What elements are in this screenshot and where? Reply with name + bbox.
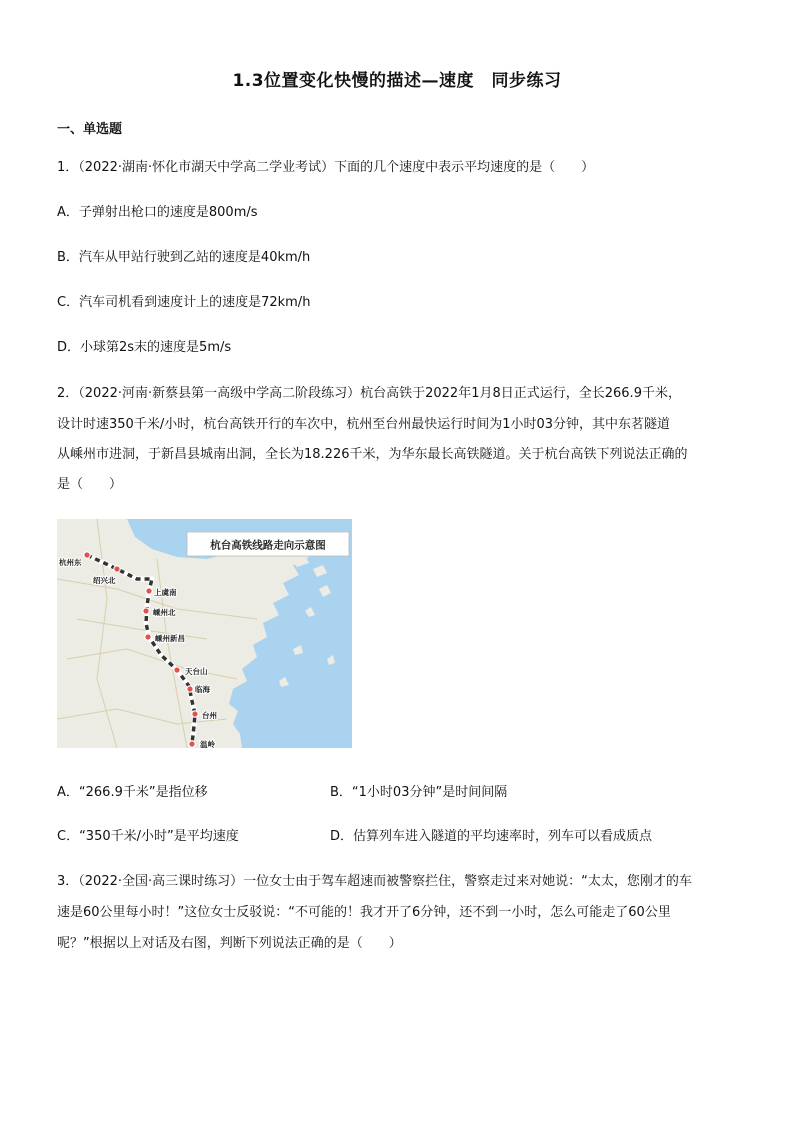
question-2-option-d: D．估算列车进入隧道的平均速率时，列车可以看成质点 <box>330 829 653 844</box>
station-marker <box>143 608 149 614</box>
question-1-option-b: B．汽车从甲站行驶到乙站的速度是40km/h <box>57 250 311 265</box>
question-1-option-c: C．汽车司机看到速度计上的速度是72km/h <box>57 295 311 310</box>
station-marker <box>146 588 152 594</box>
station-marker <box>192 711 198 717</box>
question-3-stem-line3: 呢？”根据以上对话及右图，判断下列说法正确的是（ ） <box>57 936 402 951</box>
station-label: 临海 <box>195 685 210 694</box>
question-1-option-a: A．子弹射出枪口的速度是800m/s <box>57 205 258 220</box>
station-label: 嵊州北 <box>153 608 176 617</box>
station-label: 温岭 <box>200 740 215 748</box>
question-2-stem-line2: 设计时速350千米/小时，杭台高铁开行的车次中，杭州至台州最快运行时间为1小时03分钟，其中东茗隧道 <box>57 417 671 432</box>
station-label: 台州 <box>202 711 217 720</box>
station-marker <box>174 667 180 673</box>
station-label: 上虞南 <box>154 588 177 597</box>
question-2-option-b: B．“1小时03分钟”是时间间隔 <box>330 785 508 800</box>
question-3-stem-line2: 速是60公里每小时！”这位女士反驳说：“不可能的！我才开了6分钟，还不到一小时，怎么可能走了60公里 <box>57 905 671 920</box>
station-marker <box>145 634 151 640</box>
question-1-option-d: D．小球第2s末的速度是5m/s <box>57 340 232 355</box>
station-label: 嵊州新昌 <box>155 634 185 643</box>
section-heading-single-choice: 一、单选题 <box>57 122 123 137</box>
question-2-option-a: A．“266.9千米”是指位移 <box>57 785 208 800</box>
station-marker <box>189 741 195 747</box>
page-title: 1.3位置变化快慢的描述—速度 同步练习 <box>232 71 562 91</box>
station-marker <box>84 552 90 558</box>
map-title: 杭台高铁线路走向示意图 <box>210 539 326 552</box>
question-2-stem-line1: 2．（2022·河南·新蔡县第一高级中学高二阶段练习）杭台高铁于2022年1月8日正式运行，全长266.9千米， <box>57 386 681 401</box>
question-1-stem: 1．（2022·湖南·怀化市湖天中学高二学业考试）下面的几个速度中表示平均速度的是（ ） <box>57 160 595 175</box>
hangtai-railway-map <box>57 519 352 748</box>
station-label: 天台山 <box>185 667 208 676</box>
station-marker <box>114 566 120 572</box>
question-2-stem-line3: 从嵊州市进洞，于新昌县城南出洞，全长为18.226千米，为华东最长高铁隧道。关于杭台高铁下列说法正确的 <box>57 447 688 462</box>
question-2-option-c: C．“350千米/小时”是平均速度 <box>57 829 239 844</box>
station-marker <box>187 686 193 692</box>
question-3-stem-line1: 3．（2022·全国·高三课时练习）一位女士由于驾车超速而被警察拦住，警察走过来对她说：“太太，您刚才的车 <box>57 874 692 889</box>
station-label: 绍兴北 <box>93 576 116 585</box>
question-2-stem-line4: 是（ ） <box>57 477 123 492</box>
station-label: 杭州东 <box>59 558 82 567</box>
